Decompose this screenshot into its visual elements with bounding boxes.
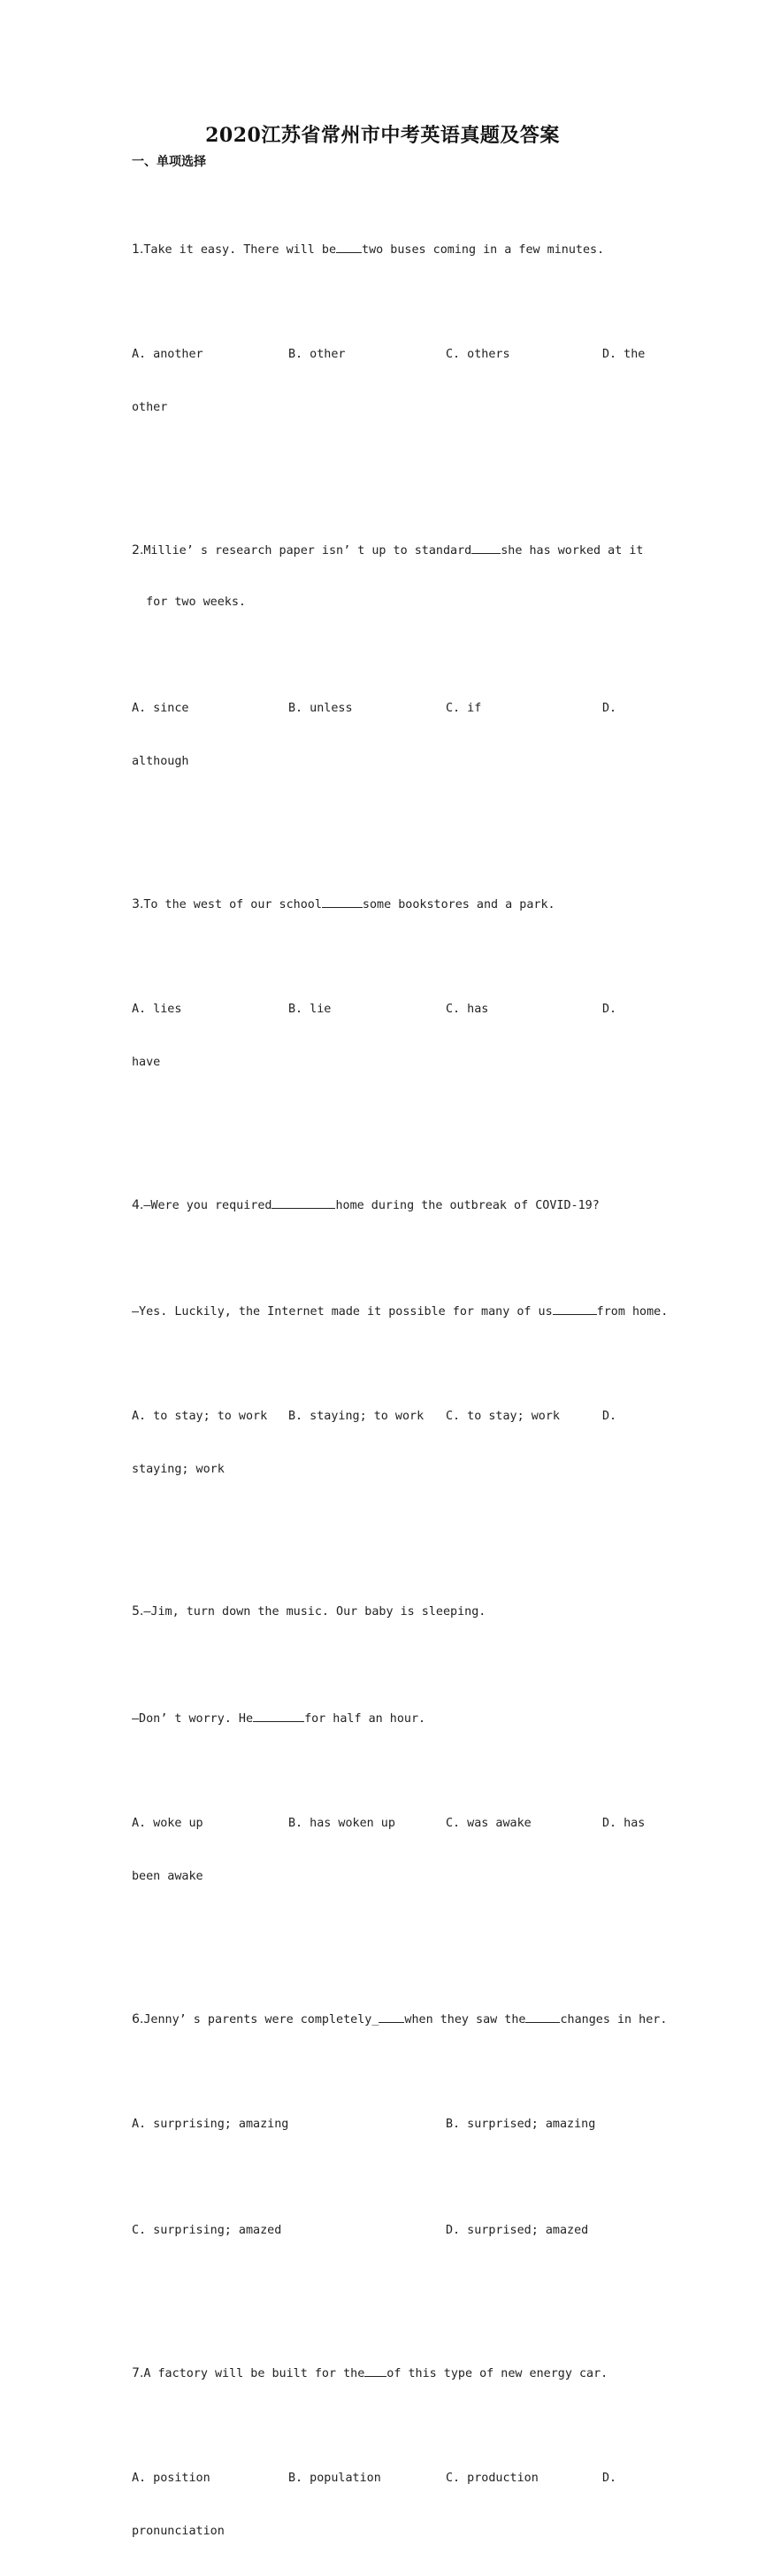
option-d-wrap: staying; work xyxy=(132,1463,225,1476)
options-row xyxy=(132,2222,649,2240)
dialogue-text: for half an hour. xyxy=(304,1712,426,1726)
question-2 xyxy=(132,541,649,558)
question-number: 5. xyxy=(132,1604,144,1619)
question-text: of this type of new energy car. xyxy=(386,2367,608,2380)
option-d: D. xyxy=(602,702,617,715)
question-3 xyxy=(132,895,649,912)
answer-blank xyxy=(336,240,362,253)
question-number: 4. xyxy=(132,1198,144,1212)
options-row xyxy=(132,700,649,718)
question-number: 7. xyxy=(132,2366,144,2380)
question-text: —Jim, turn down the music. Our baby is sleeping. xyxy=(143,1605,486,1619)
question-number: 3. xyxy=(132,897,144,911)
question-5 xyxy=(132,1603,649,1620)
options-row xyxy=(132,2470,649,2488)
option-d-wrap: pronunciation xyxy=(132,2525,225,2538)
question-number: 1. xyxy=(132,242,144,257)
option-c: C. if xyxy=(446,702,482,715)
option-d: D. xyxy=(602,1410,617,1423)
options-row xyxy=(132,1408,649,1426)
option-b: B. other xyxy=(288,348,346,361)
option-b: B. has woken up xyxy=(288,1817,395,1830)
question-text: Take it easy. There will be xyxy=(143,243,337,257)
question-text: when they saw the xyxy=(404,2013,526,2026)
question-number: 6. xyxy=(132,2012,144,2026)
question-text-continued: for two weeks. xyxy=(132,596,246,609)
document-title: 2020江苏省常州市中考英语真题及答案 xyxy=(205,124,560,147)
option-b: B. surprised; amazing xyxy=(446,2118,596,2131)
option-a: A. to stay; to work xyxy=(132,1410,268,1423)
dialogue-text: —Don’ t worry. He xyxy=(132,1712,254,1726)
question-text: Jenny’ s parents were completely_ xyxy=(143,2013,379,2026)
answer-blank xyxy=(272,1196,335,1209)
answer-blank xyxy=(379,2010,404,2023)
option-c: C. production xyxy=(446,2472,539,2485)
question-text: she has worked at it xyxy=(501,544,644,557)
option-c: C. has xyxy=(446,1003,489,1016)
option-a: A. another xyxy=(132,348,203,361)
options-row xyxy=(132,2116,649,2134)
question-4 xyxy=(132,1196,649,1213)
answer-blank xyxy=(471,541,501,554)
question-7 xyxy=(132,2364,649,2381)
option-d-wrap: been awake xyxy=(132,1870,203,1883)
question-1 xyxy=(132,240,649,258)
options-row xyxy=(132,1001,649,1019)
option-d-wrap: other xyxy=(132,401,168,414)
option-d: D. has xyxy=(602,1817,646,1830)
question-text: some bookstores and a park. xyxy=(362,898,555,911)
answer-blank xyxy=(364,2364,386,2377)
question-text: changes in her. xyxy=(560,2013,668,2026)
question-text: To the west of our school xyxy=(143,898,322,911)
option-c: C. was awake xyxy=(446,1817,532,1830)
question-text: A factory will be built for the xyxy=(143,2367,365,2380)
option-d: D. xyxy=(602,2472,617,2485)
option-c: C. surprising; amazed xyxy=(132,2224,282,2237)
question-number: 2. xyxy=(132,543,144,557)
dialogue-text: from home. xyxy=(596,1305,669,1319)
section-heading: 一、单项选择 xyxy=(132,155,206,169)
dialogue-line xyxy=(132,1709,649,1726)
option-b: B. unless xyxy=(288,702,353,715)
dialogue-line xyxy=(132,1302,669,1319)
answer-blank xyxy=(253,1709,304,1722)
question-text: home during the outbreak of COVID-19? xyxy=(335,1199,600,1212)
option-a: A. position xyxy=(132,2472,210,2485)
option-a: A. surprising; amazing xyxy=(132,2118,289,2131)
option-c: C. others xyxy=(446,348,510,361)
option-c: C. to stay; work xyxy=(446,1410,560,1423)
dialogue-text: —Yes. Luckily, the Internet made it possible for many of us xyxy=(132,1305,553,1319)
question-6 xyxy=(132,2010,668,2027)
question-list xyxy=(132,187,669,2576)
option-a: A. woke up xyxy=(132,1817,203,1830)
option-d: D. the xyxy=(602,348,646,361)
option-d: D. surprised; amazed xyxy=(446,2224,589,2237)
option-a: A. since xyxy=(132,702,189,715)
options-row xyxy=(132,346,649,364)
answer-blank xyxy=(322,895,363,908)
option-d: D. xyxy=(602,1003,617,1016)
answer-blank xyxy=(553,1302,597,1315)
question-text: Millie’ s research paper isn’ t up to standard xyxy=(143,544,472,557)
option-b: B. lie xyxy=(288,1003,332,1016)
option-d-wrap: have xyxy=(132,1056,161,1069)
option-b: B. staying; to work xyxy=(288,1410,425,1423)
answer-blank xyxy=(525,2010,560,2023)
question-text: —Were you required xyxy=(143,1199,272,1212)
option-b: B. population xyxy=(288,2472,381,2485)
option-a: A. lies xyxy=(132,1003,182,1016)
option-d-wrap: although xyxy=(132,755,189,768)
question-text: two buses coming in a few minutes. xyxy=(362,243,605,257)
options-row xyxy=(132,1815,649,1833)
